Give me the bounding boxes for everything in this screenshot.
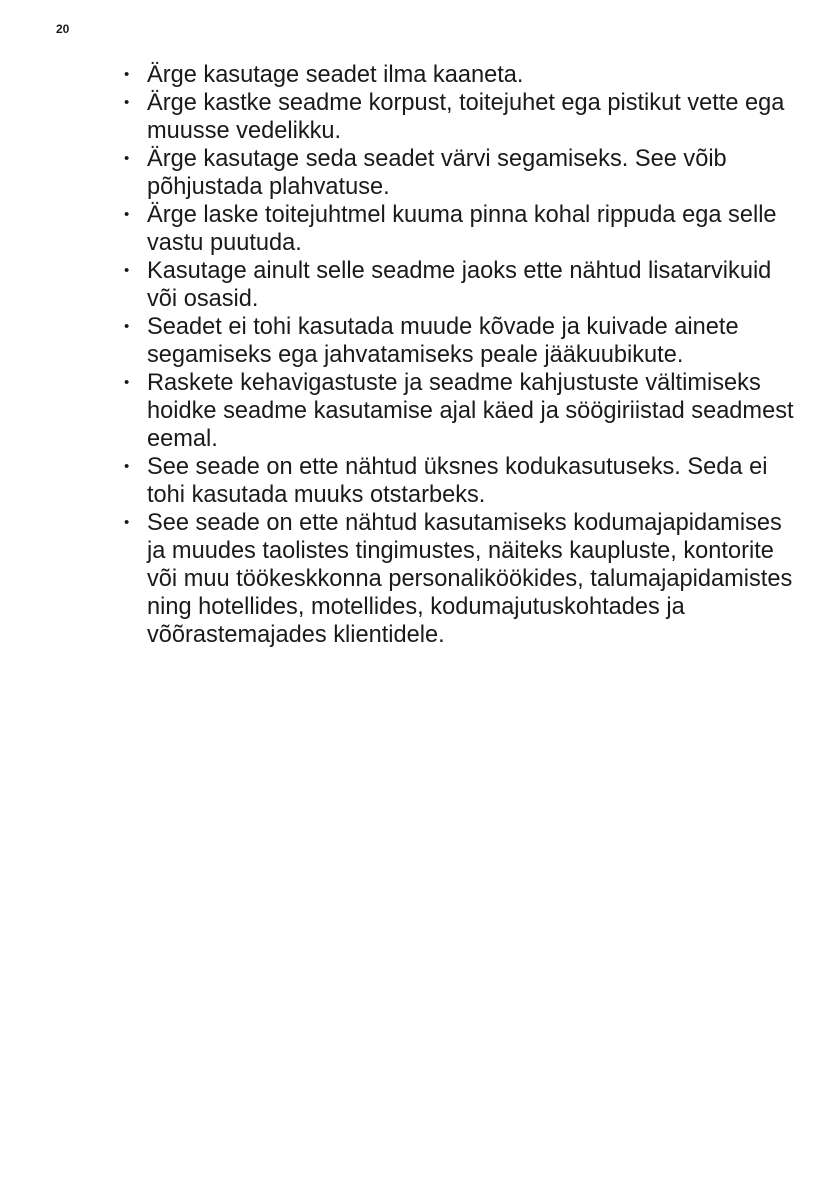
list-item [120, 453, 800, 509]
list-item-text: Raskete kehavigastuste ja seadme kahjustuste vältimiseks hoidke seadme kasutamise ajal käed ja söögiriistad seadmest eemal. [147, 370, 794, 452]
list-item-text: See seade on ette nähtud kasutamiseks kodumajapidamises ja muudes taolistes tingimustes, näiteks kaupluste, kontorite või muu töökeskkonna personaliköökides, talumajapidamistes ning hotellides, motellides, kodumajutuskohtades ja võõrastemajades klientidele. [147, 510, 793, 648]
list-item [120, 509, 800, 649]
bullet-icon: • [124, 374, 130, 391]
list-item-text: Ärge kasutage seda seadet värvi segamiseks. See võib põhjustada plahvatuse. [147, 146, 727, 200]
bullet-icon: • [124, 150, 130, 167]
bullet-icon: • [124, 94, 130, 111]
bullet-icon: • [124, 262, 130, 279]
list-item [120, 145, 800, 201]
bullet-icon: • [124, 66, 130, 83]
safety-instructions-list [120, 61, 800, 649]
list-item [120, 313, 800, 369]
list-item [120, 257, 800, 313]
list-item [120, 369, 800, 453]
page-number: 20 [56, 22, 70, 36]
list-item-text: Ärge kastke seadme korpust, toitejuhet ega pistikut vette ega muusse vedelikku. [147, 90, 785, 144]
list-item-text: Kasutage ainult selle seadme jaoks ette nähtud lisatarvikuid või osasid. [147, 258, 772, 312]
list-item [120, 61, 800, 89]
bullet-icon: • [124, 458, 130, 475]
list-item-text: Ärge laske toitejuhtmel kuuma pinna kohal rippuda ega selle vastu puutuda. [147, 202, 777, 256]
bullet-icon: • [124, 514, 130, 531]
list-item [120, 89, 800, 145]
bullet-icon: • [124, 206, 130, 223]
list-item-text: Ärge kasutage seadet ilma kaaneta. [147, 62, 524, 88]
list-item-text: Seadet ei tohi kasutada muude kõvade ja kuivade ainete segamiseks ega jahvatamiseks peale jääkuubikute. [147, 314, 739, 368]
bullet-icon: • [124, 318, 130, 335]
list-item [120, 201, 800, 257]
list-item-text: See seade on ette nähtud üksnes kodukasutuseks. Seda ei tohi kasutada muuks otstarbeks. [147, 454, 768, 508]
